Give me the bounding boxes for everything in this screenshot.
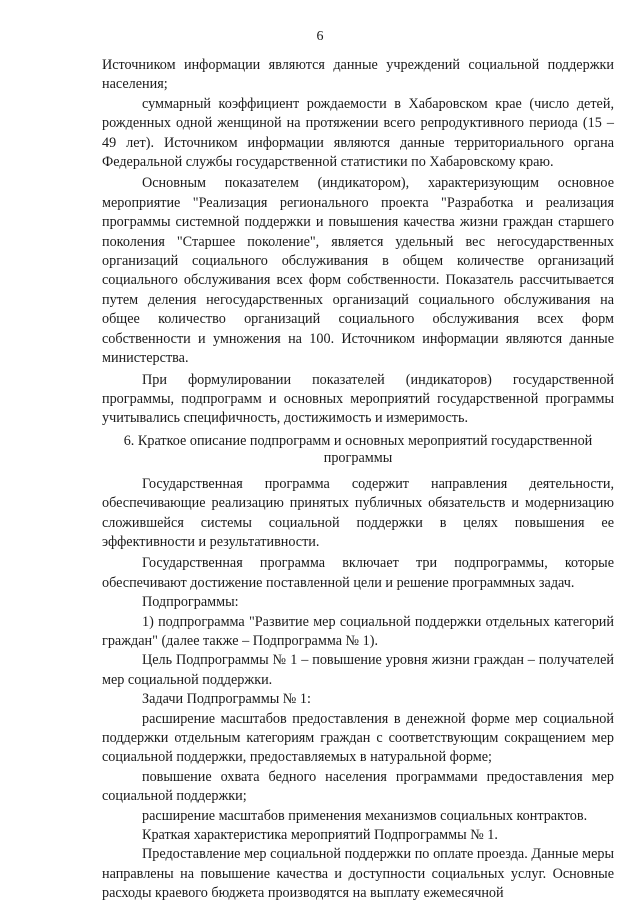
paragraph: Государственная программа включает три подпрограммы, которые обеспечивают достижение поставленной цели и решение программных задач. [102,555,614,591]
paragraph: Задачи Подпрограммы № 1: [142,691,311,708]
paragraph: Государственная программа содержит направления деятельности, обеспечивающие реализацию принятых публичных обязательств и модернизацию сложившейся системы социальной поддержки в целях повышения ее эффективности и результативности. [102,475,614,550]
paragraph: Предоставление мер социальной поддержки по оплате проезда. Данные меры направлены на повышение качества и доступности социальных услуг. Основные расходы краевого бюджета производятся на выплату ежемесячной [102,846,614,902]
paragraph: Цель Подпрограммы № 1 – повышение уровня жизни граждан – получателей мер социальной поддержки. [102,652,614,688]
paragraph: Источником информации являются данные учреждений социальной поддержки населения; [102,57,614,93]
paragraph: повышение охвата бедного населения программами предоставления мер социальной поддержки; [102,768,614,805]
paragraph: суммарный коэффициент рождаемости в Хабаровском крае (число детей, рожденных одной женщиной на протяжении всего репродуктивного периода (15 – 49 лет). Источником информации являются данные территориального органа Федеральной службы государственной статистики по Хабаровскому краю. [102,95,614,171]
page-number: 6 [316,29,324,44]
paragraph: 1) подпрограмма "Развитие мер социальной поддержки отдельных категорий граждан" (далее также – Подпрограмма № 1). [102,613,614,649]
paragraph: При формулировании показателей (индикаторов) государственной программы, подпрограмм и основных мероприятий государственной программы учитывались специфичность, достижимость и измеримость. [102,371,614,427]
document-body [102,56,614,904]
paragraph: Основным показателем (индикатором), характеризующим основное мероприятие "Реализация регионального проекта "Разработка и реализация программы системной поддержки и повышения качества жизни граждан старшего поколения "Старшее поколение", является удельный вес негосударственных организаций социального обслуживания в общем количестве организаций социального обслуживания всех форм собственности. Показатель рассчитывается путем деления негосударственных организаций социального обслуживания на общее количество организаций социального обслуживания всех форм собственности и умножения на 100. Источником информации являются данные министерства. [102,175,614,367]
section-heading: 6. Краткое описание подпрограмм и основных мероприятий государственной программы [123,432,593,466]
paragraph: Краткая характеристика мероприятий Подпрограммы № 1. [142,827,498,844]
paragraph: Подпрограммы: [142,594,239,611]
paragraph: расширение масштабов применения механизмов социальных контрактов. [142,807,588,824]
paragraph: расширение масштабов предоставления в денежной форме мер социальной поддержки отдельным категориям граждан с соответствующим сокращением мер социальной поддержки, предоставляемых в натуральной форме; [102,710,614,766]
